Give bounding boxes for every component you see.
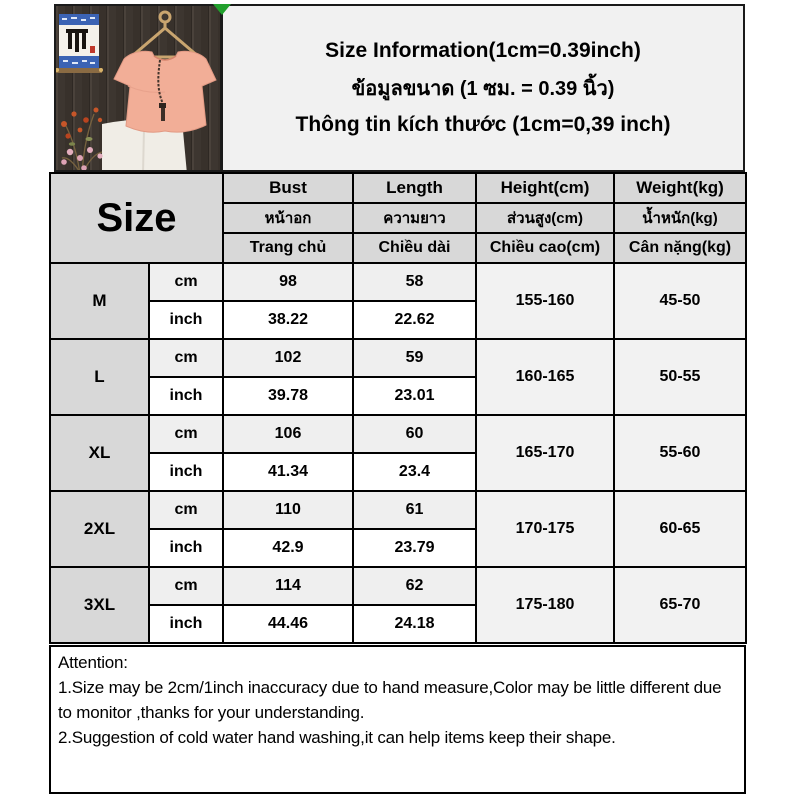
- height-range: 155-160: [476, 263, 614, 339]
- height-range: 170-175: [476, 491, 614, 567]
- col-height-en: Height(cm): [476, 173, 614, 203]
- weight-range: 60-65: [614, 491, 746, 567]
- size-cell: 3XL: [50, 567, 149, 643]
- length-cm-value: 60: [353, 415, 476, 453]
- length-cm-value: 59: [353, 339, 476, 377]
- height-range: 165-170: [476, 415, 614, 491]
- table-row: [50, 263, 746, 301]
- unit-inch-cell: inch: [149, 377, 223, 415]
- green-corner-marker: [213, 4, 231, 15]
- table-row: [50, 339, 746, 377]
- flowers: [61, 108, 103, 173]
- attention-note-2: 2.Suggestion of cold water hand washing,it can help items keep their shape.: [58, 728, 616, 747]
- title-box: [221, 4, 745, 172]
- unit-inch-cell: inch: [149, 529, 223, 567]
- bust-cm-value: 106: [223, 415, 353, 453]
- bust-cm-value: 110: [223, 491, 353, 529]
- product-photo-art: [56, 6, 222, 172]
- product-photo: [54, 4, 222, 172]
- size-header-cell: Size: [50, 173, 223, 263]
- col-bust-th: หน้าอก: [223, 203, 353, 233]
- col-bust-en: Bust: [223, 173, 353, 203]
- size-table: [49, 172, 747, 644]
- weight-range: 50-55: [614, 339, 746, 415]
- col-weight-en: Weight(kg): [614, 173, 746, 203]
- title-thai: ข้อมูลขนาด (1 ซม. = 0.39 นิ้ว): [351, 78, 615, 100]
- table-row: [50, 567, 746, 605]
- height-range: 175-180: [476, 567, 614, 643]
- size-cell: L: [50, 339, 149, 415]
- bust-inch-value: 42.9: [223, 529, 353, 567]
- length-inch-value: 22.62: [353, 301, 476, 339]
- size-table-body: [50, 263, 746, 643]
- length-cm-value: 61: [353, 491, 476, 529]
- size-cell: M: [50, 263, 149, 339]
- bust-inch-value: 38.22: [223, 301, 353, 339]
- bust-cm-value: 98: [223, 263, 353, 301]
- length-inch-value: 23.79: [353, 529, 476, 567]
- col-length-th: ความยาว: [353, 203, 476, 233]
- weight-range: 45-50: [614, 263, 746, 339]
- col-weight-th: น้ำหนัก(kg): [614, 203, 746, 233]
- unit-cm-cell: cm: [149, 567, 223, 605]
- weight-range: 65-70: [614, 567, 746, 643]
- unit-cm-cell: cm: [149, 415, 223, 453]
- bust-cm-value: 102: [223, 339, 353, 377]
- col-height-vi: Chiều cao(cm): [476, 233, 614, 263]
- length-cm-value: 62: [353, 567, 476, 605]
- unit-inch-cell: inch: [149, 453, 223, 491]
- size-cell: XL: [50, 415, 149, 491]
- length-inch-value: 24.18: [353, 605, 476, 643]
- attention-note-1: 1.Size may be 2cm/1inch inaccuracy due to hand measure,Color may be little different due to monitor ,thanks for your understanding.: [58, 678, 722, 722]
- col-weight-vi: Cân nặng(kg): [614, 233, 746, 263]
- title-english: Size Information(1cm=0.39inch): [325, 39, 641, 62]
- length-cm-value: 58: [353, 263, 476, 301]
- col-bust-vi: Trang chủ: [223, 233, 353, 263]
- col-length-en: Length: [353, 173, 476, 203]
- unit-cm-cell: cm: [149, 339, 223, 377]
- attention-box: [49, 645, 746, 794]
- hanging-scroll: [56, 14, 103, 73]
- unit-cm-cell: cm: [149, 491, 223, 529]
- clothes-hanger: [131, 12, 199, 57]
- size-cell: 2XL: [50, 491, 149, 567]
- col-length-vi: Chiều dài: [353, 233, 476, 263]
- height-range: 160-165: [476, 339, 614, 415]
- col-height-th: ส่วนสูง(cm): [476, 203, 614, 233]
- unit-inch-cell: inch: [149, 301, 223, 339]
- weight-range: 55-60: [614, 415, 746, 491]
- size-table-header: [50, 173, 746, 263]
- bust-inch-value: 39.78: [223, 377, 353, 415]
- attention-heading: Attention:: [58, 653, 128, 672]
- unit-inch-cell: inch: [149, 605, 223, 643]
- unit-cm-cell: cm: [149, 263, 223, 301]
- length-inch-value: 23.4: [353, 453, 476, 491]
- bust-cm-value: 114: [223, 567, 353, 605]
- table-row: [50, 491, 746, 529]
- title-vietnamese: Thông tin kích thước (1cm=0,39 inch): [295, 113, 671, 136]
- bust-inch-value: 41.34: [223, 453, 353, 491]
- bust-inch-value: 44.46: [223, 605, 353, 643]
- table-row: [50, 415, 746, 453]
- length-inch-value: 23.01: [353, 377, 476, 415]
